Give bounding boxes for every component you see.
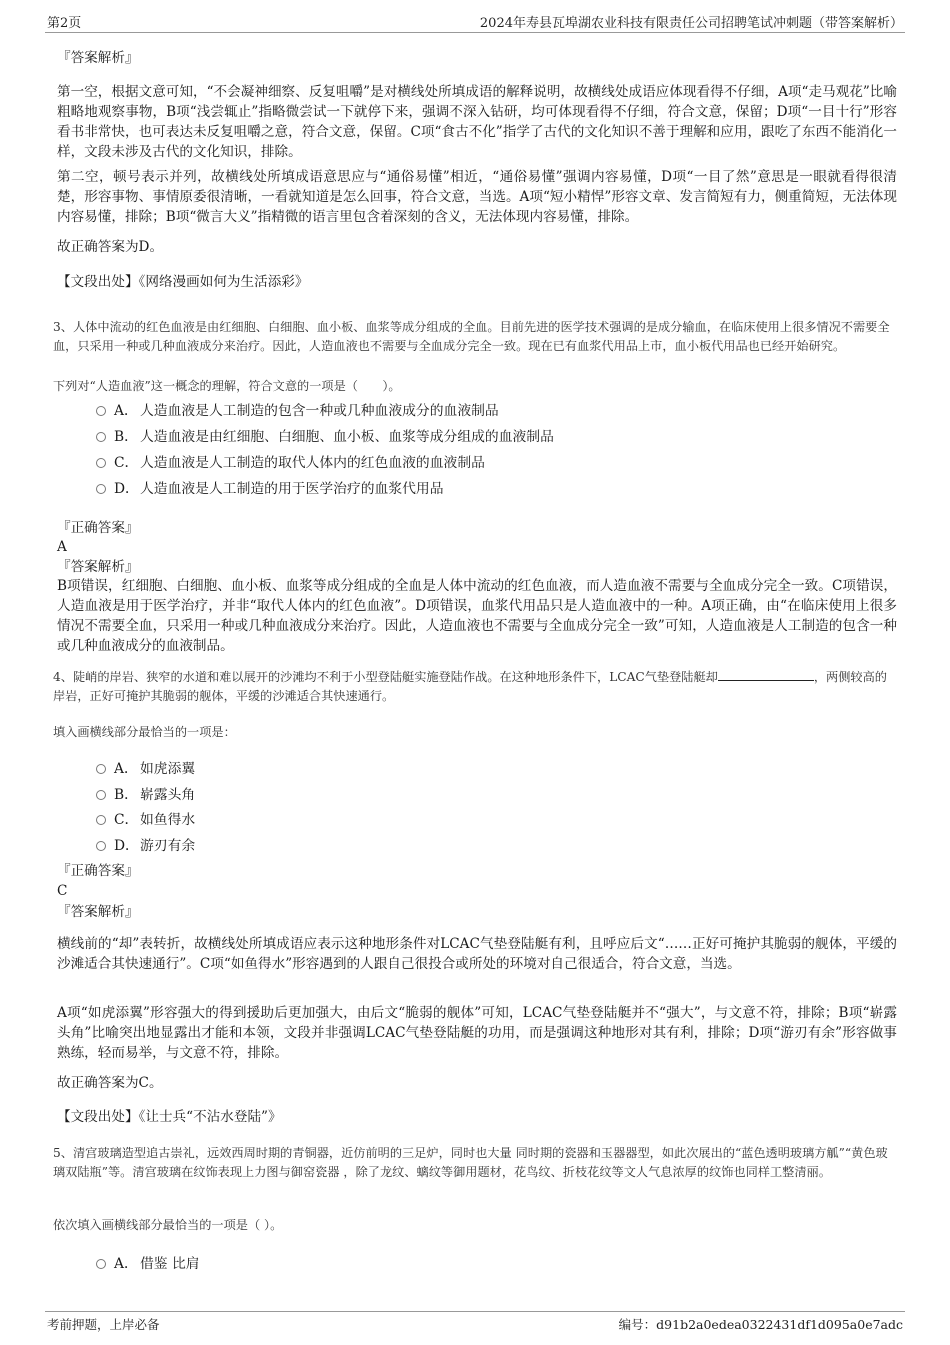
q4-option-c[interactable]: C． 如鱼得水 <box>96 808 195 828</box>
radio-icon[interactable] <box>96 790 106 800</box>
page-number: 第2页 <box>47 16 82 31</box>
q3-analysis-label: 『答案解析』 <box>57 559 139 575</box>
q4-analysis-label: 『答案解析』 <box>57 904 139 920</box>
radio-icon[interactable] <box>96 815 106 825</box>
source-citation: 【文段出处】《网络漫画如何为生活添彩》 <box>57 274 309 290</box>
radio-icon[interactable] <box>96 406 106 416</box>
footer-slogan: 考前押题，上岸必备 <box>47 1317 160 1332</box>
q4-source-citation: 【文段出处】《让士兵“不沾水登陆”》 <box>57 1109 282 1125</box>
radio-icon[interactable] <box>96 484 106 494</box>
document-code: 编号：d91b2a0edea0322431df1d095a0e7adc <box>618 1317 903 1332</box>
q3-option-a[interactable]: A． 人造血液是人工制造的包含一种或几种血液成分的血液制品 <box>96 399 499 419</box>
question-3-stem: 3、人体中流动的红色血液是由红细胞、白细胞、血小板、血浆等成分组成的全血。目前先进的医学技术强调的是成分输血，在临床使用上很多情况不需要全血，只采用一种或几种血液成分来治疗。因此，人造血液也不需要与全血成分完全一致。现在已有血浆代用品上市，血小板代用品也已经开始研究。 <box>53 320 890 353</box>
fill-blank <box>718 668 814 681</box>
question-5-stem: 5、清宫玻璃造型追古崇礼，远效西周时期的青铜器，近仿前明的三足炉，同时也大量 同时期的瓷器和玉器器型，如此次展出的“蓝色透明玻璃方觚”“黄色玻璃双陆瓶”等。清宫玻璃在纹饰表现上力图与御窑瓷器 ，除了龙纹、螭纹等御用题材，花鸟纹、折枝花纹等文人气息浓厚的纹饰也同样工整清丽。 <box>53 1146 888 1179</box>
q4-analysis-paragraph-1: 横线前的“却”表转折，故横线处所填成语应表示这种地形条件对LCAC气垫登陆艇有利，且呼应后文“……正好可掩护其脆弱的舰体，平缓的沙滩适合其快速通行”。C项“如鱼得水”形容遇到的人跟自己很投合或所处的环境对自己很适合，符合文意，当选。 <box>57 936 897 972</box>
document-title: 2024年寿县瓦埠湖农业科技有限责任公司招聘笔试冲刺题（带答案解析） <box>479 16 903 31</box>
q4-answer: C <box>57 883 68 899</box>
q5-option-a[interactable]: A． 借鉴 比肩 <box>96 1252 200 1272</box>
radio-icon[interactable] <box>96 841 106 851</box>
radio-icon[interactable] <box>96 1259 106 1269</box>
q3-option-b[interactable]: B． 人造血液是由红细胞、白细胞、血小板、血浆等成分组成的血液制品 <box>96 425 554 445</box>
question-4-prompt: 填入画横线部分最恰当的一项是： <box>53 725 236 739</box>
q4-option-b[interactable]: B． 崭露头角 <box>96 783 195 803</box>
radio-icon[interactable] <box>96 764 106 774</box>
q3-analysis: B项错误，红细胞、白细胞、血小板、血浆等成分组成的全血是人体中流动的红色血液，而人造血液不需要与全血成分完全一致。C项错误，人造血液是用于医学治疗，并非“取代人体内的红色血液”。D项错误，血浆代用品只是人造血液中的一种。A项正确，由“在临床使用上很多情况不需要全血，只采用一种或几种血液成分来治疗。因此，人造血液也不需要与全血成分完全一致”可知，人造血液是人工制造的包含一种或几种血液成分的血液制品。 <box>57 578 897 654</box>
q4-conclusion: 故正确答案为C。 <box>57 1075 163 1091</box>
q3-answer: A <box>57 539 67 555</box>
q4-analysis-paragraph-2: A项“如虎添翼”形容强大的得到援助后更加强大，由后文“脆弱的舰体”可知，LCAC气垫登陆艇并不“强大”，与文意不符，排除；B项“崭露头角”比喻突出地显露出才能和本领，文段并非强调LCAC气垫登陆艇的功用，而是强调这种地形对其有利，排除；D项“游刃有余”形容做事熟练，轻而易举，与文意不符，排除。 <box>57 1005 897 1061</box>
q3-option-c[interactable]: C． 人造血液是人工制造的取代人体内的红色血液的血液制品 <box>96 451 485 471</box>
q3-answer-label: 『正确答案』 <box>57 520 139 536</box>
conclusion: 故正确答案为D。 <box>57 239 164 255</box>
analysis-paragraph-1: 第一空，根据文意可知，“不会凝神细察、反复咀嚼”是对横线处所填成语的解释说明，故横线处成语应体现看得不仔细，A项“走马观花”比喻粗略地观察事物，B项“浅尝辄止”指略微尝试一下就停下来，强调不深入钻研，均可体现看得不仔细，符合文意，保留；D项“一目十行”形容看书非常快，也可表达未反复咀嚼之意，符合文意，保留。C项“食古不化”指学了古代的文化知识不善于理解和应用，跟吃了东西不能消化一样，文段未涉及古代的文化知识，排除。 <box>57 84 897 160</box>
header-divider <box>45 32 905 33</box>
analysis-label: 『答案解析』 <box>57 50 139 66</box>
radio-icon[interactable] <box>96 432 106 442</box>
q3-option-d[interactable]: D．人造血液是人工制造的用于医学治疗的血浆代用品 <box>96 477 444 497</box>
q4-answer-label: 『正确答案』 <box>57 863 139 879</box>
question-5-prompt: 依次填入画横线部分最恰当的一项是（ ）。 <box>53 1218 283 1232</box>
q4-option-a[interactable]: A． 如虎添翼 <box>96 757 195 777</box>
analysis-paragraph-2: 第二空，顿号表示并列，故横线处所填成语意思应与“通俗易懂”相近，“通俗易懂”强调内容易懂，D项“一目了然”意思是一眼就看得很清楚，形容事物、事情原委很清晰，一看就知道是怎么回事，符合文意，当选。A项“短小精悍”形容文章、发言简短有力，侧重简短，无法体现内容易懂，排除；B项“微言大义”指精微的语言里包含着深刻的含义，无法体现内容易懂，排除。 <box>57 169 897 225</box>
question-4-stem: 4、陡峭的岸岩、狭窄的水道和难以展开的沙滩均不利于小型登陆艇实施登陆作战。在这种地形条件下，LCAC气垫登陆艇却 ，两侧较高的岸岩，正好可掩护其脆弱的舰体，平缓的沙滩适合其快速通行。 <box>53 670 887 703</box>
question-3-prompt: 下列对“人造血液”这一概念的理解，符合文意的一项是（ ）。 <box>53 379 401 393</box>
footer-divider <box>45 1311 905 1312</box>
q4-option-d[interactable]: D．游刃有余 <box>96 834 195 854</box>
radio-icon[interactable] <box>96 458 106 468</box>
